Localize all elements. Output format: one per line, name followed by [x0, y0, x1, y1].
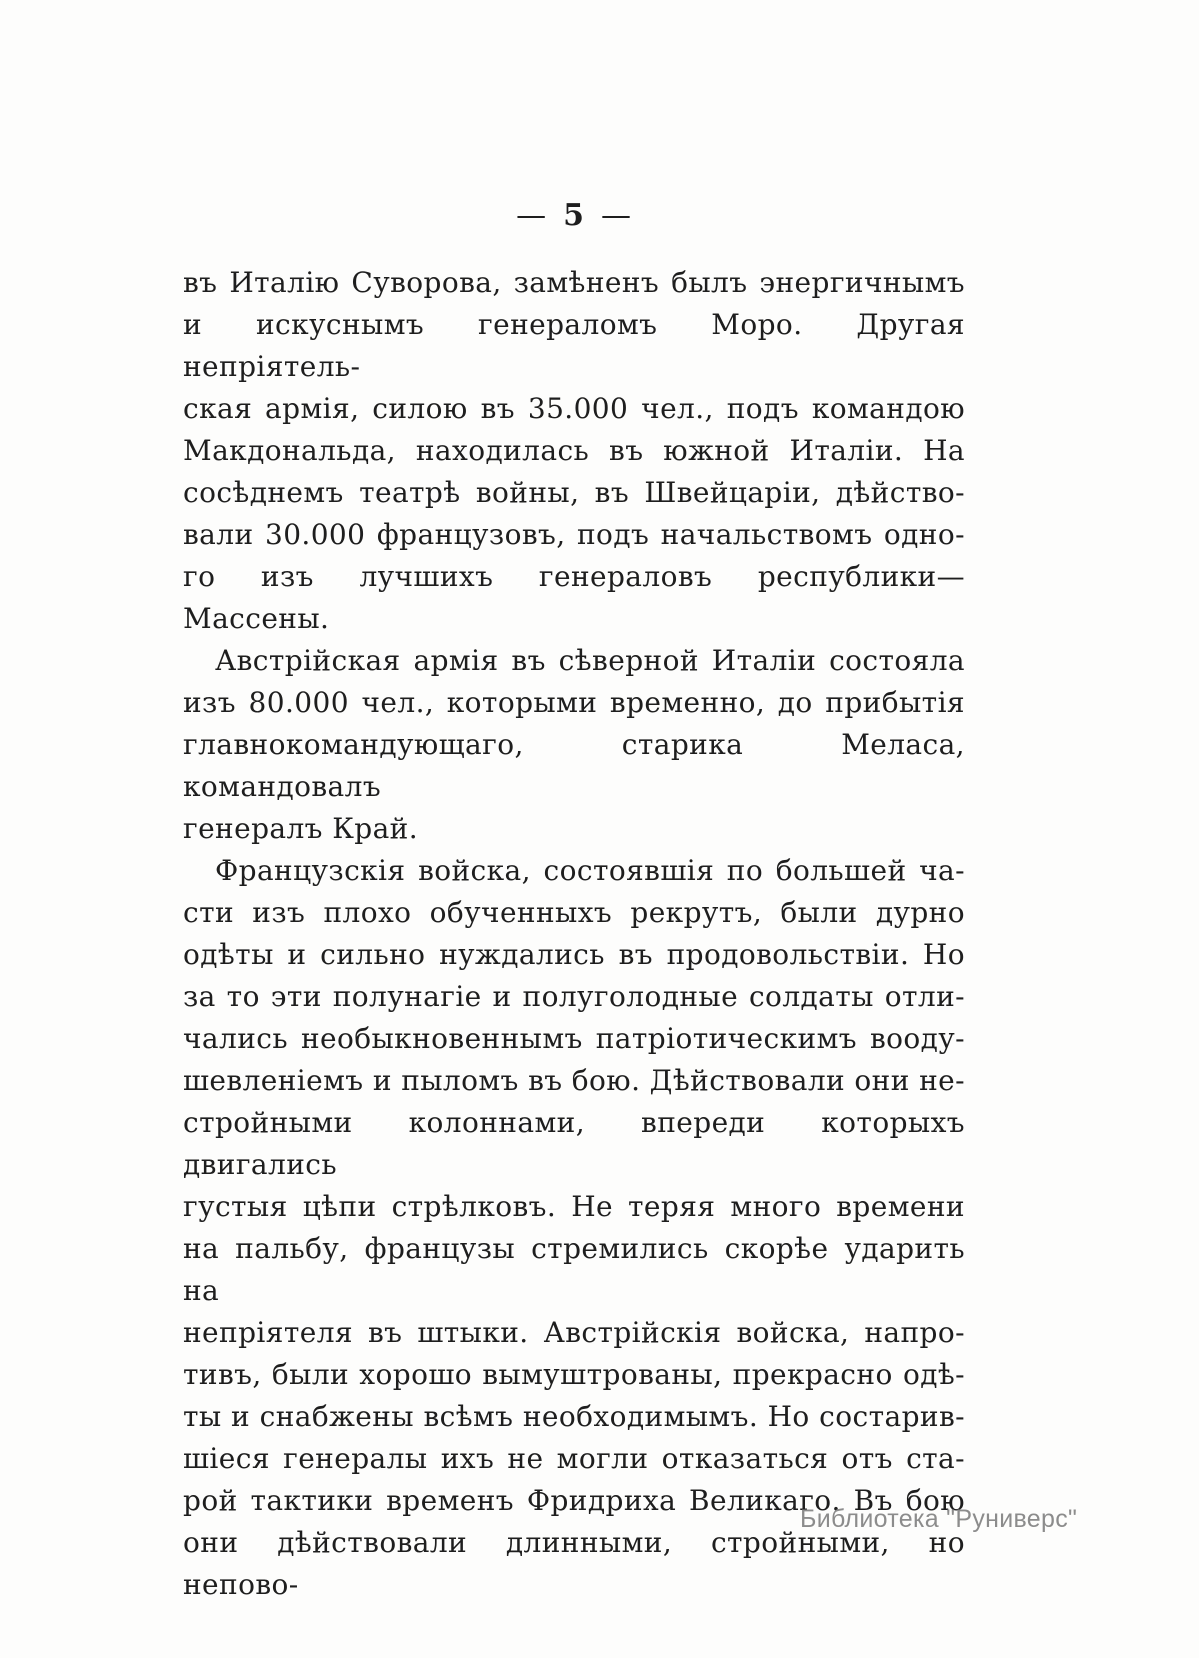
body-text — [183, 262, 965, 1606]
text-line: тивъ, были хорошо вымуштрованы, прекрасно одѣ- — [183, 1358, 965, 1391]
text-line: шевленіемъ и пыломъ въ бою. Дѣйствовали они не- — [183, 1064, 965, 1097]
text-line: стройными колоннами, впереди которыхъ двигались — [183, 1106, 965, 1181]
paragraph — [183, 850, 965, 1606]
text-line: одѣты и сильно нуждались въ продовольствіи. Но — [183, 938, 965, 971]
text-line: непріятеля въ штыки. Австрійскія войска, напро- — [183, 1316, 965, 1349]
text-line: Австрійская армія въ сѣверной Италіи состояла — [215, 644, 965, 677]
header-dash-left: — — [516, 198, 548, 233]
text-line: они дѣйствовали длинными, стройными, но непово- — [183, 1526, 965, 1601]
text-line: Французскія войска, состоявшія по большей ча- — [215, 854, 965, 887]
text-line: го изъ лучшихъ генераловъ республики—Массены. — [183, 560, 965, 635]
text-line: изъ 80.000 чел., которыми временно, до прибытія — [183, 686, 965, 719]
page-number-header — [183, 198, 965, 233]
text-line: вали 30.000 французовъ, подъ начальствомъ одно- — [183, 518, 965, 551]
text-line: рой тактики временъ Фридриха Великаго. Въ бою — [183, 1484, 965, 1517]
text-line: за то эти полунагіе и полуголодные солдаты отли- — [183, 980, 965, 1013]
text-line: сти изъ плохо обученныхъ рекрутъ, были дурно — [183, 896, 965, 929]
paragraph — [183, 262, 965, 640]
text-line: генералъ Край. — [183, 812, 419, 845]
text-line: Макдональда, находилась въ южной Италіи. На — [183, 434, 965, 467]
text-line: сосѣднемъ театрѣ войны, въ Швейцаріи, дѣйство- — [183, 476, 965, 509]
page-number: 5 — [563, 198, 585, 233]
header-dash-right: — — [600, 198, 632, 233]
text-line: ская армія, силою въ 35.000 чел., подъ командою — [183, 392, 965, 425]
library-watermark: Библиотека "Руниверс" — [800, 1505, 1078, 1533]
text-line: главнокомандующаго, старика Меласа, командовалъ — [183, 728, 965, 803]
text-line: ты и снабжены всѣмъ необходимымъ. Но состарив- — [183, 1400, 965, 1433]
paragraph — [183, 640, 965, 850]
text-line: шіеся генералы ихъ не могли отказаться отъ ста- — [183, 1442, 965, 1475]
text-line: въ Италію Суворова, замѣненъ былъ энергичнымъ — [183, 266, 965, 299]
text-line: густыя цѣпи стрѣлковъ. Не теряя много времени — [183, 1190, 965, 1223]
text-line: чались необыкновеннымъ патріотическимъ вооду- — [183, 1022, 965, 1055]
text-line: на пальбу, французы стремились скорѣе ударить на — [183, 1232, 965, 1307]
text-line: и искуснымъ генераломъ Моро. Другая непріятель- — [183, 308, 965, 383]
